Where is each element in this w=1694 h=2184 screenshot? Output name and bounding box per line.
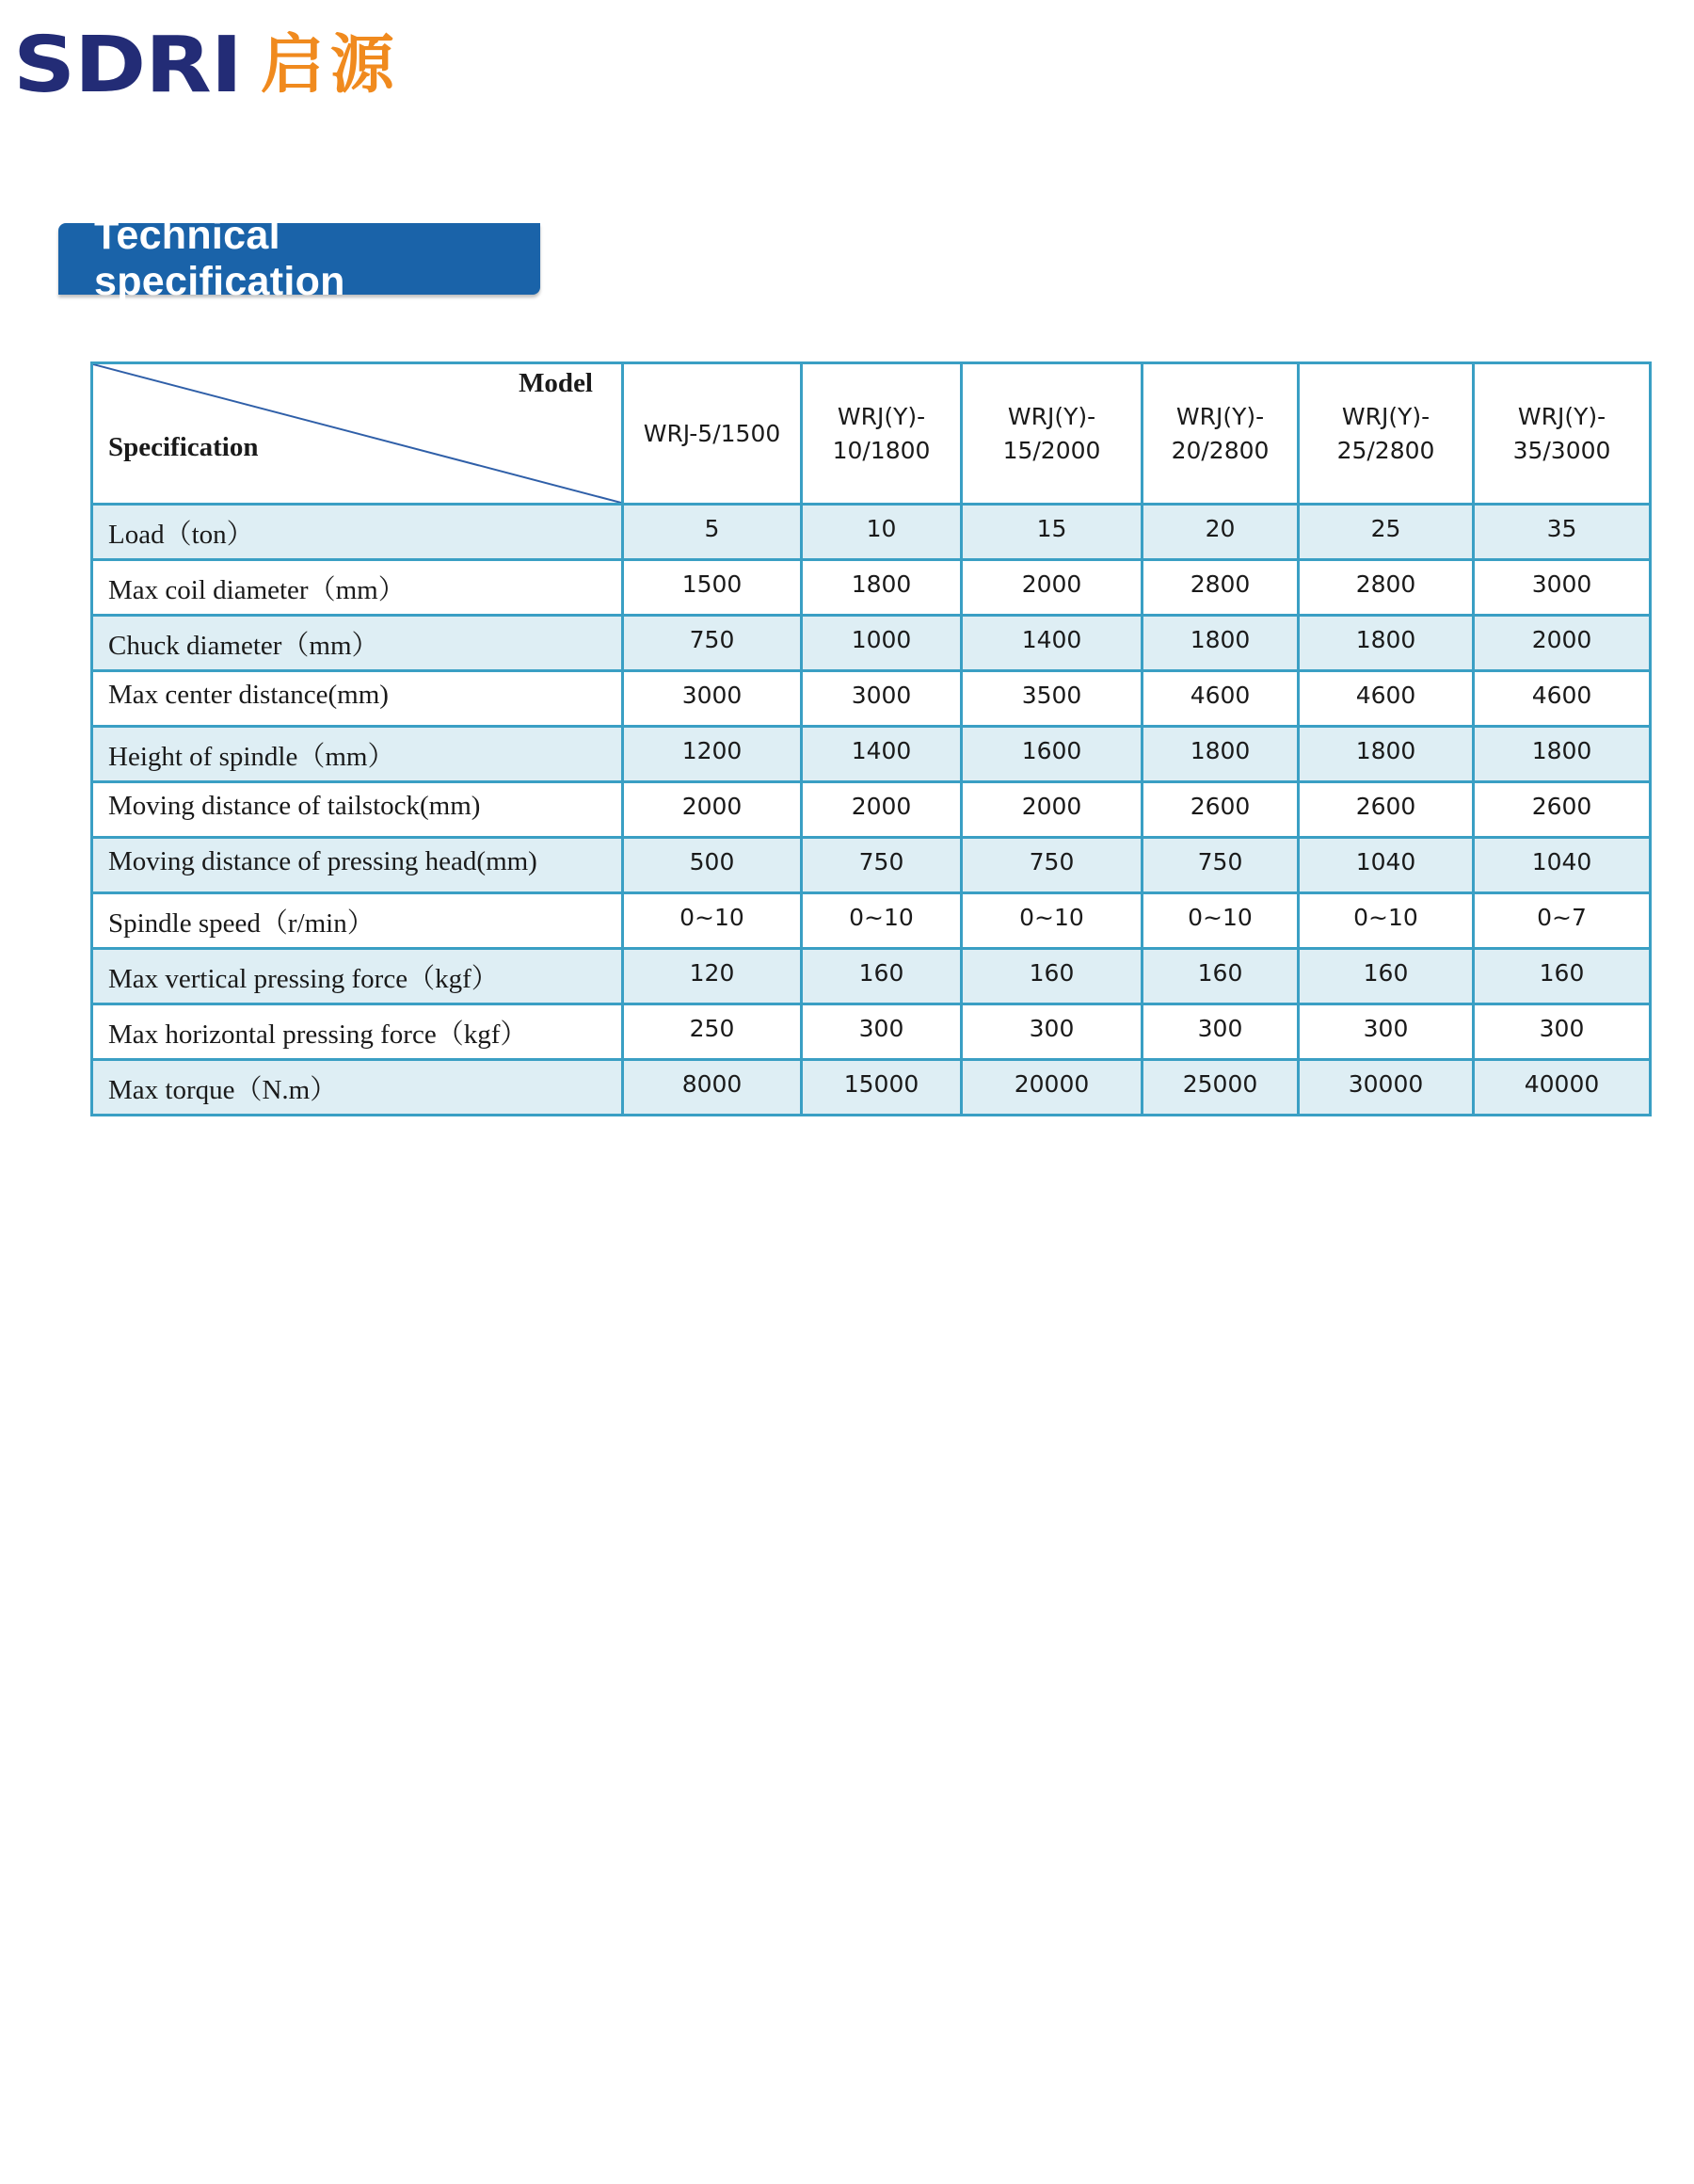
section-title-banner (58, 213, 540, 304)
spec-value-cell: 35 (1474, 505, 1651, 560)
spec-value-cell: 25 (1299, 505, 1474, 560)
spec-value-cell: 300 (802, 1004, 962, 1060)
model-header-cell (623, 363, 802, 505)
model-name-line: WRJ(Y)- (1341, 402, 1430, 430)
spec-name-cell: Spindle speed（r/min） (92, 893, 623, 949)
spec-value-cell: 3000 (623, 671, 802, 727)
spec-value-cell: 0~10 (802, 893, 962, 949)
spec-value-cell: 3500 (962, 671, 1143, 727)
spec-value-cell: 1040 (1474, 838, 1651, 893)
table-row (92, 505, 1651, 560)
spec-value-cell: 1000 (802, 616, 962, 671)
spec-name-cell: Max vertical pressing force（kgf） (92, 949, 623, 1004)
table-row (92, 893, 1651, 949)
table-row (92, 838, 1651, 893)
corner-spec-label: Specification (108, 432, 259, 462)
spec-value-cell: 0~10 (1143, 893, 1299, 949)
spec-value-cell: 40000 (1474, 1060, 1651, 1116)
spec-value-cell: 2000 (1474, 616, 1651, 671)
spec-value-cell: 750 (962, 838, 1143, 893)
table-row (92, 1060, 1651, 1116)
spec-value-cell: 4600 (1474, 671, 1651, 727)
model-name-line: 35/3000 (1512, 436, 1611, 464)
spec-value-cell: 750 (623, 616, 802, 671)
spec-name-cell: Max coil diameter（mm） (92, 560, 623, 616)
spec-value-cell: 2800 (1143, 560, 1299, 616)
spec-value-cell: 1200 (623, 727, 802, 782)
spec-value-cell: 15 (962, 505, 1143, 560)
table-row (92, 616, 1651, 671)
table-header-row (92, 363, 1651, 505)
spec-value-cell: 1800 (1474, 727, 1651, 782)
spec-value-cell: 750 (1143, 838, 1299, 893)
spec-value-cell: 2000 (802, 782, 962, 838)
spec-value-cell: 4600 (1299, 671, 1474, 727)
spec-name-cell: Height of spindle（mm） (92, 727, 623, 782)
spec-value-cell: 2800 (1299, 560, 1474, 616)
spec-value-cell: 1800 (802, 560, 962, 616)
model-name-line: WRJ-5/1500 (643, 419, 781, 447)
spec-value-cell: 1040 (1299, 838, 1474, 893)
spec-name-cell: Max torque（N.m） (92, 1060, 623, 1116)
spec-name-cell: Max horizontal pressing force（kgf） (92, 1004, 623, 1060)
spec-name-cell: Chuck diameter（mm） (92, 616, 623, 671)
spec-name-cell: Moving distance of pressing head(mm) (92, 838, 623, 893)
spec-value-cell: 0~10 (1299, 893, 1474, 949)
spec-value-cell: 160 (962, 949, 1143, 1004)
spec-table (90, 361, 1652, 1116)
spec-value-cell: 2600 (1143, 782, 1299, 838)
spec-value-cell: 160 (1299, 949, 1474, 1004)
spec-value-cell: 300 (1474, 1004, 1651, 1060)
table-row (92, 1004, 1651, 1060)
model-name-line: WRJ(Y)- (1517, 402, 1606, 430)
spec-value-cell: 2000 (623, 782, 802, 838)
model-header-cell (1143, 363, 1299, 505)
model-header-cell (802, 363, 962, 505)
model-header-cell (1474, 363, 1651, 505)
spec-value-cell: 300 (1143, 1004, 1299, 1060)
spec-value-cell: 0~10 (962, 893, 1143, 949)
spec-value-cell: 1600 (962, 727, 1143, 782)
logo-chinese-text: 启源 (260, 28, 400, 103)
model-name-line: WRJ(Y)- (837, 402, 926, 430)
logo-latin-text: SDRI (13, 21, 242, 110)
table-row (92, 560, 1651, 616)
spec-value-cell: 4600 (1143, 671, 1299, 727)
spec-value-cell: 300 (962, 1004, 1143, 1060)
spec-value-cell: 3000 (802, 671, 962, 727)
spec-value-cell: 15000 (802, 1060, 962, 1116)
spec-name-cell: Max center distance(mm) (92, 671, 623, 727)
spec-value-cell: 2600 (1299, 782, 1474, 838)
model-header-cell (962, 363, 1143, 505)
model-name-line: 25/2800 (1336, 436, 1435, 464)
company-logo (13, 21, 400, 110)
spec-value-cell: 500 (623, 838, 802, 893)
spec-value-cell: 160 (1143, 949, 1299, 1004)
spec-value-cell: 30000 (1299, 1060, 1474, 1116)
spec-value-cell: 25000 (1143, 1060, 1299, 1116)
table-corner-cell (92, 363, 623, 505)
spec-value-cell: 160 (802, 949, 962, 1004)
spec-value-cell: 1800 (1299, 616, 1474, 671)
spec-value-cell: 10 (802, 505, 962, 560)
spec-value-cell: 1400 (802, 727, 962, 782)
spec-value-cell: 1800 (1143, 727, 1299, 782)
spec-name-cell: Load（ton） (92, 505, 623, 560)
table-row (92, 782, 1651, 838)
corner-model-label: Model (519, 368, 593, 398)
spec-value-cell: 5 (623, 505, 802, 560)
spec-value-cell: 20 (1143, 505, 1299, 560)
spec-value-cell: 0~10 (623, 893, 802, 949)
section-title: Technical specification (94, 213, 345, 304)
table-row (92, 949, 1651, 1004)
spec-value-cell: 3000 (1474, 560, 1651, 616)
model-name-line: 15/2000 (1002, 436, 1101, 464)
spec-value-cell: 160 (1474, 949, 1651, 1004)
spec-value-cell: 1400 (962, 616, 1143, 671)
spec-value-cell: 0~7 (1474, 893, 1651, 949)
spec-name-cell: Moving distance of tailstock(mm) (92, 782, 623, 838)
spec-value-cell: 2000 (962, 782, 1143, 838)
spec-value-cell: 8000 (623, 1060, 802, 1116)
spec-value-cell: 20000 (962, 1060, 1143, 1116)
spec-value-cell: 2000 (962, 560, 1143, 616)
model-name-line: 20/2800 (1171, 436, 1270, 464)
table-row (92, 671, 1651, 727)
spec-value-cell: 1500 (623, 560, 802, 616)
spec-value-cell: 300 (1299, 1004, 1474, 1060)
model-name-line: WRJ(Y)- (1007, 402, 1096, 430)
spec-value-cell: 750 (802, 838, 962, 893)
model-name-line: WRJ(Y)- (1175, 402, 1265, 430)
spec-value-cell: 120 (623, 949, 802, 1004)
spec-value-cell: 1800 (1143, 616, 1299, 671)
spec-value-cell: 250 (623, 1004, 802, 1060)
table-row (92, 727, 1651, 782)
spec-value-cell: 1800 (1299, 727, 1474, 782)
model-name-line: 10/1800 (832, 436, 931, 464)
spec-value-cell: 2600 (1474, 782, 1651, 838)
model-header-cell (1299, 363, 1474, 505)
